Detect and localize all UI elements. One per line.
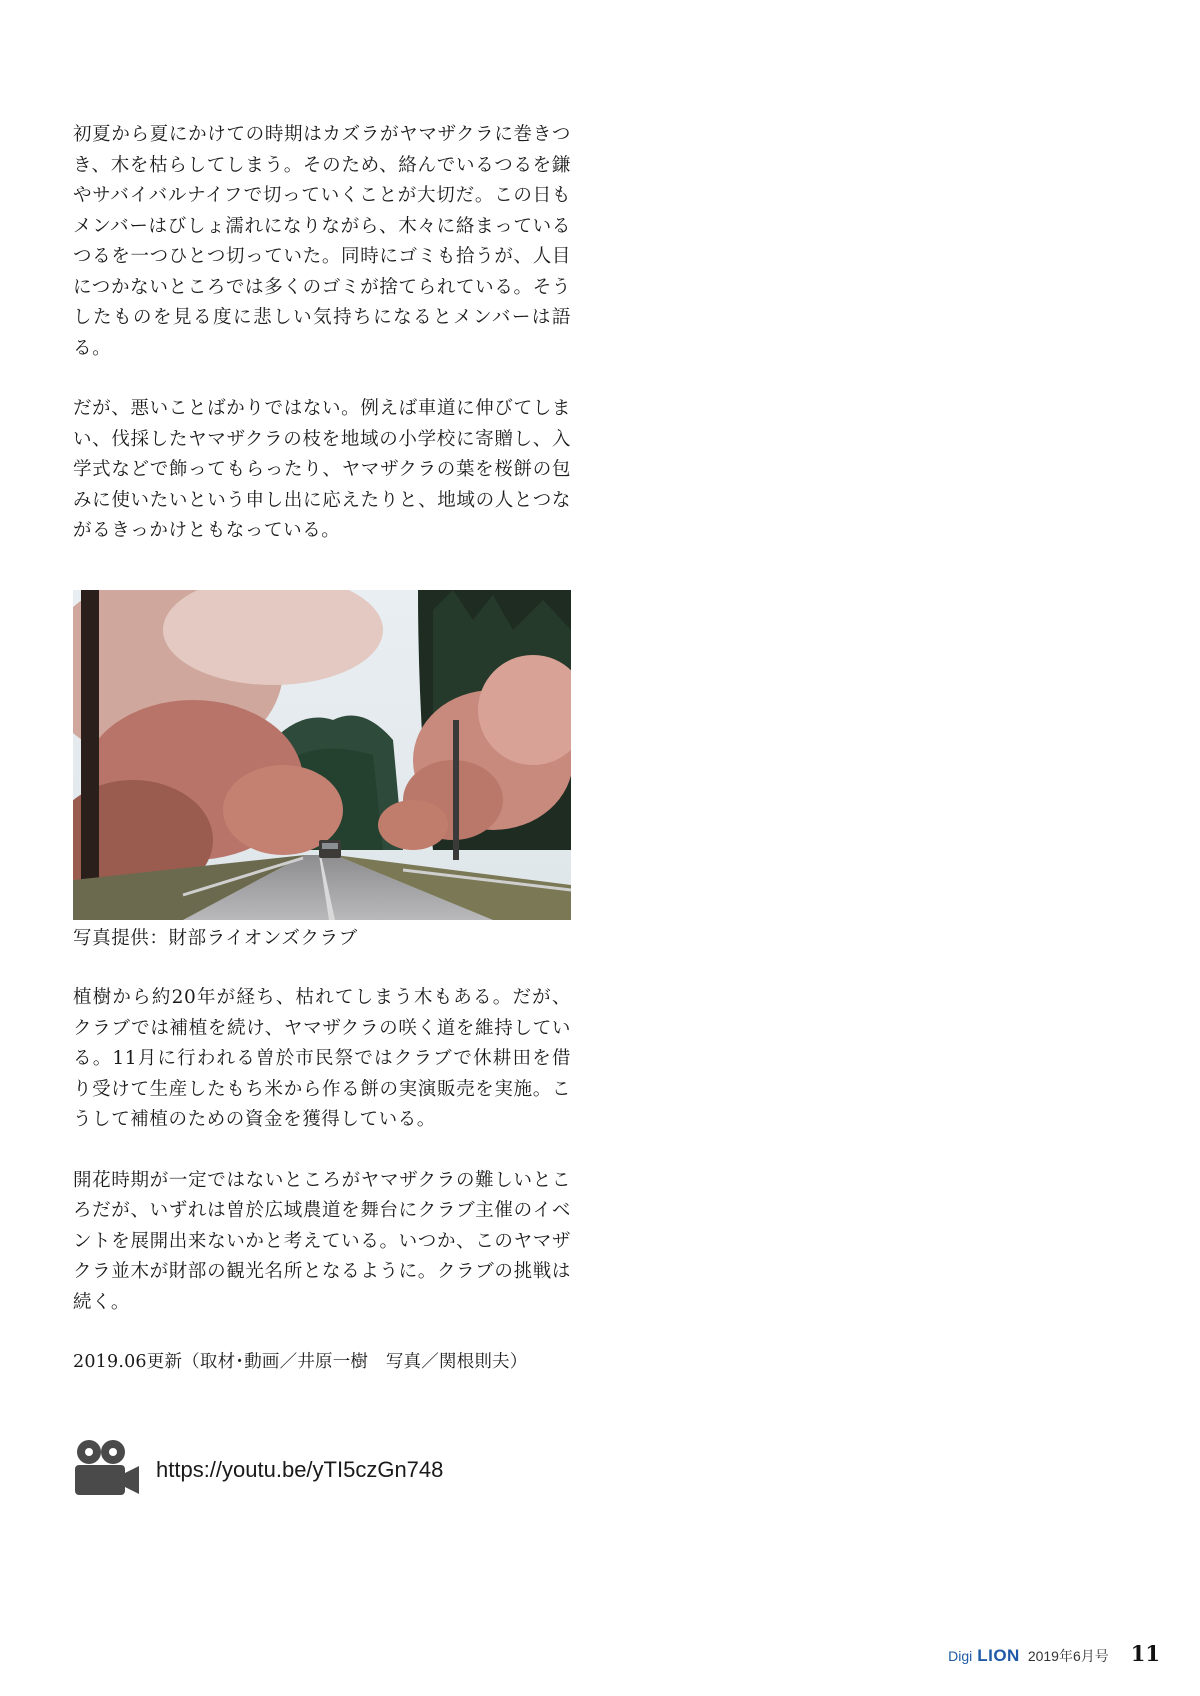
footer-lion-logo: LION	[977, 1646, 1020, 1665]
article-paragraph-3: 植樹から約20年が経ち、枯れてしまう木もある。だが、クラブでは補植を続け、ヤマザクラの咲く道を維持している。11月に行われる曽於市民祭ではクラブで休耕田を借り受けて生産したもち米から作る餅の実演販売を実施。こうして補植のための資金を獲得している。	[73, 987, 571, 1130]
video-link[interactable]	[73, 1440, 443, 1500]
footer-digi: Digi	[948, 1648, 973, 1664]
page-number: 11	[1130, 1641, 1160, 1666]
article-top	[73, 120, 571, 547]
article-credit: 2019.06更新（取材･動画／井原一樹 写真／関根則夫）	[73, 1352, 528, 1372]
footer-issue: 2019年6月号	[1027, 1648, 1109, 1664]
article-bottom	[73, 983, 571, 1373]
article-paragraph-2: だが、悪いことばかりではない。例えば車道に伸びてしまい、伐採したヤマザクラの枝を地域の小学校に寄贈し、入学式などで飾ってもらったり、ヤマザクラの葉を桜餅の包みに使いたいという申し出に応えたりと、地域の人とつながるきっかけともなっている。	[73, 398, 571, 541]
video-camera-icon	[73, 1439, 156, 1501]
page-footer	[948, 1641, 1160, 1666]
cherry-tree-road-photo	[73, 590, 571, 920]
article-paragraph-1: 初夏から夏にかけての時期はカズラがヤマザクラに巻きつき、木を枯らしてしまう。そのため、絡んでいるつるを鎌やサバイバルナイフで切っていくことが大切だ。この日もメンバーはびしょ濡れになりながら、木々に絡まっているつるを一つひとつ切っていた。同時にゴミも拾うが、人目につかないところでは多くのゴミが捨てられている。そうしたものを見る度に悲しい気持ちになるとメンバーは語る。	[73, 124, 571, 359]
video-url-link[interactable]: https://youtu.be/yTI5czGn748	[156, 1457, 444, 1482]
article-paragraph-4: 開花時期が一定ではないところがヤマザクラの難しいところだが、いずれは曽於広域農道を舞台にクラブ主催のイベントを展開出来ないかと考えている。いつか、このヤマザクラ並木が財部の観光名所となるように。クラブの挑戦は続く。	[73, 1169, 571, 1313]
photo-caption: 写真提供：財部ライオンズクラブ	[73, 928, 358, 949]
